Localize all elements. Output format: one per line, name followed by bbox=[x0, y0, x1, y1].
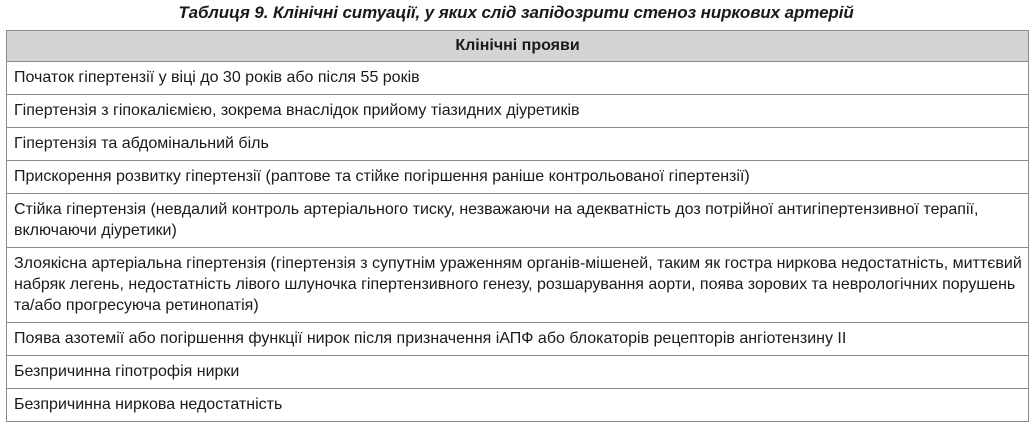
table-row bbox=[7, 128, 1029, 161]
table-row bbox=[7, 161, 1029, 194]
table-cell: Гіпертензія та абдомінальний біль bbox=[7, 128, 1029, 161]
table-cell: Безпричинна ниркова недостатність bbox=[7, 389, 1029, 422]
table-row bbox=[7, 248, 1029, 323]
table-cell: Стійка гіпертензія (невдалий контроль артеріального тиску, незважаючи на адекватність доз потрійної антигіпертензивної терапії, включаючи діуретики) bbox=[7, 194, 1029, 248]
table-row bbox=[7, 389, 1029, 422]
table-row bbox=[7, 95, 1029, 128]
table-cell: Початок гіпертензії у віці до 30 років або після 55 років bbox=[7, 62, 1029, 95]
table-cell: Безпричинна гіпотрофія нирки bbox=[7, 356, 1029, 389]
table-caption: Таблиця 9. Клінічні ситуації, у яких слід запідозрити стеноз ниркових артерій bbox=[178, 3, 854, 22]
table-row bbox=[7, 323, 1029, 356]
table-row bbox=[7, 194, 1029, 248]
table-row bbox=[7, 62, 1029, 95]
table-row bbox=[7, 356, 1029, 389]
table-cell: Гіпертензія з гіпокаліємією, зокрема внаслідок прийому тіазидних діуретиків bbox=[7, 95, 1029, 128]
table-cell: Поява азотемії або погіршення функції нирок після призначення іАПФ або блокаторів рецепторів ангіотензину ІІ bbox=[7, 323, 1029, 356]
column-header-clinical-manifestations: Клінічні прояви bbox=[7, 31, 1029, 62]
table-header-row bbox=[7, 31, 1029, 62]
clinical-situations-table bbox=[6, 30, 1029, 422]
table-cell: Прискорення розвитку гіпертензії (раптове та стійке погіршення раніше контрольованої гіпертензії) bbox=[7, 161, 1029, 194]
table-cell: Злоякісна артеріальна гіпертензія (гіпертензія з супутнім ураженням органів-мішеней, таким як гостра ниркова недостатність, миттєвий набряк легень, недостатність лівого шлуночка гіпертензивного генезу, розшарування аорти, поява зорових та неврологічних порушень та/або прогресуюча ретинопатія) bbox=[7, 248, 1029, 323]
